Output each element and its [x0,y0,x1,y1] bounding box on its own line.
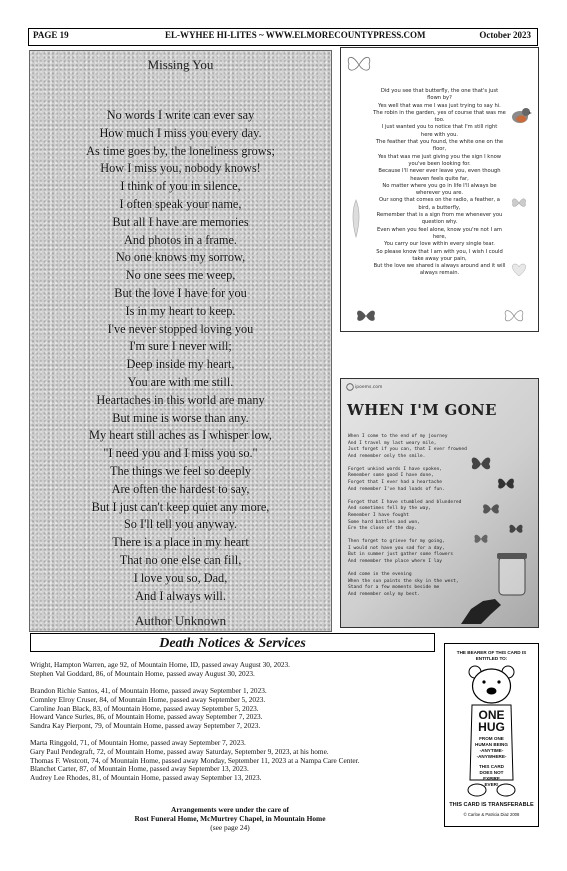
verse-line: Stand for a few moments beside me [348,585,440,591]
butterfly-poem-line: Our song that comes on the radio, a feather, a [378,197,500,204]
hug-card-transferable: THIS CARD IS TRANSFERABLE [449,802,534,808]
butterfly-bottom-right-icon [503,306,525,326]
verse-line: And remember only the smile. [348,453,426,459]
notice-line: Marta Ringgold, 71, of Mountain Home, passed away September 7, 2023. [30,738,246,747]
poem-line: But I just can't keep quiet any more, [91,499,270,514]
hug-ever: EVER! [484,782,499,787]
verse [348,434,468,460]
verse-line: And I travel my last weary mile, [348,440,437,446]
butterfly-poem-line: You carry our love within every single tear. [384,241,495,248]
notice-line: Sandra Kay Pierpont, 79, of Mountain Home, passed away September 7, 2023. [30,721,261,731]
verse-line: Forget that I have stumbled and blundered [348,499,462,505]
notice-group-2 [30,687,440,731]
arrangements-line-2: Rost Funeral Home, McMurtrey Chapel, in Mountain Home [134,814,326,823]
butterfly-poem-line: But the love we shared is always around and it will [373,263,506,270]
poem-line: No one knows my sorrow, [115,250,246,265]
poem-author: Author Unknown [134,613,227,628]
hug-expire: EXPIRE [483,776,500,781]
hug-card-hug: HUG [478,720,505,734]
when-im-gone-panel [340,378,539,628]
butterfly-poem-line: So please know that I am with you, I wish I could [376,248,503,255]
publication-name: EL-WYHEE HI-LITES ~ WWW.ELMORECOUNTYPRESS.COM [165,30,426,40]
poem-line: But the love I have for you [114,285,247,300]
hug-card-copyright: © Carloe & Patricia Diaz 2008 [463,812,520,817]
butterfly-poem-line: always remain. [419,270,460,277]
poem-line: How much I miss you every day. [99,125,262,140]
death-notices-heading-box [30,633,435,652]
butterfly-poem-line: floor, [432,146,447,153]
hug-card-arc-text: THE BEARER OF THIS CARD IS ENTITLED TO: [456,650,527,661]
death-notices-heading: Death Notices & Services [159,636,306,651]
butterfly-icon [344,51,374,79]
notice-line: Brandon Richie Santos, 41, of Mountain Home, passed away September 1, 2023. [30,686,267,695]
verse [348,467,468,493]
butterfly-poem-line: here with you. [420,131,459,138]
poem-line: That no one else can fill, [119,552,242,567]
butterfly-poem-line: No matter where you go in life I'll always be [382,182,497,189]
verse-line: And remember only my best. [348,591,420,597]
poem-line: Are often the hardest to say, [111,481,250,496]
verse-line: And sometimes fell by the way, [348,506,431,512]
verse-line: Some hard battles and won, [348,519,420,525]
butterfly-poem-line: Because I'll never ever leave you, even though [378,168,501,175]
butterfly-poem-line: bird, a butterfly, [418,204,461,211]
poem-line: No one sees me weep, [125,268,236,283]
notice-group-3 [30,739,440,783]
butterfly-poem-line: The robin in the garden, yes of course that was me [373,109,506,116]
butterfly-poem-line: Even when you feel alone, know you're not I am [377,226,502,233]
verse-line: But in summer just gather some flowers [348,552,454,558]
notice-line: Comnley Elroy Cruser, 84, of Mountain Home, passed away September 5, 2023. [30,694,266,704]
verse [348,500,468,533]
poem-line: I often speak your name, [119,196,242,211]
butterfly-poem-line: wherever you are. [415,190,464,197]
butterfly-poem-line: Remember that is a sign from me whenever you [376,212,503,219]
page-header [28,28,538,46]
poem-line: Deep inside my heart, [126,357,235,372]
hug-card [444,643,539,827]
notice-line: Wright, Hampton Warren, age 92, of Mountain Home, ID, passed away August 30, 2023. [30,660,291,669]
butterfly-poem-line: The feather that you found, the white one on the [375,139,504,146]
verse-line: And remember the place where I lay [348,559,443,564]
when-im-gone-title: WHEN I'M GONE [347,401,497,419]
verse-line: When I come to the end of my journey [348,434,448,439]
poem-line: The things we feel so deeply [109,463,252,478]
butterfly-poem-line: flown by? [427,95,452,102]
poem-line: There is a place in my heart [112,535,249,550]
butterfly-poem-line: too. [434,117,445,124]
notice-group-1 [30,661,440,679]
poem-line: So I'll tell you anyway. [123,517,238,532]
hug-this-card: THIS CARD [478,764,504,769]
notice-line: Caroline Joan Black, 83, of Mountain Home, passed away September 5, 2023. [30,703,259,713]
butterfly-poem-line: question why. [421,219,458,226]
poem-body [30,107,331,605]
poem-line: "I need you and I miss you so." [103,446,258,461]
butterflies-jar-illustration [461,439,536,624]
poem-line: As time goes by, the loneliness grows; [86,143,275,158]
verse-line: Forget unkind words I have spoken, [348,466,443,472]
verse-line: And come in the evening [348,572,412,578]
when-im-gone-verses [348,434,468,605]
notice-line: Blanchet Carter, 87, of Mountain Home, passed away September 13, 2023. [30,764,249,774]
poem-line: My heart still aches as I whisper low, [89,428,272,443]
issue-date: October 2023 [479,30,531,40]
site-logo-icon [346,383,354,391]
verse-line: I would not have you sad for a day, [348,545,445,551]
verse [348,572,468,598]
butterfly-poem-panel [340,47,539,332]
verse-line: Just forget if you can, that I ever frowned [348,447,467,453]
notice-line: Thomas F. Westcott, 74, of Mountain Home, passed away Monday, September 11, 2023 at a Nampa Care Center. [30,755,360,765]
butterfly-poem-line: take away your pain, [412,255,467,262]
notice-line: Stephen Val Goddard, 86, of Mountain Home, passed away August 30, 2023. [30,668,255,678]
poem-line: But all I have are memories [112,214,249,229]
poem-line: And I always will. [135,588,226,603]
site-name: ipoems.com [355,385,383,390]
verse [348,539,468,565]
page-number: PAGE 19 [33,30,69,40]
poem-line: I love you so, Dad, [133,570,228,585]
arrangements-line-3: (see page 24) [210,823,250,832]
butterfly-poem-line: Did you see that butterfly, the one that's just [380,88,499,94]
arrangements-line-1: Arrangements were under the care of [170,805,289,814]
butterfly-poem-line: I just wanted you to notice that I'm still right [381,124,498,131]
hug-card-one: ONE [478,708,505,722]
verse-line: Remember I have fought [348,512,409,518]
verse-line: Forget that I ever had a heartache [348,480,443,486]
butterfly-poem-line: heaven feels quite far, [410,175,469,182]
notice-line: Audrey Lee Rhodes, 81, of Mountain Home, passed away September 13, 2023. [30,773,262,783]
notice-line: Gary Paul Pendegraft, 72, of Mountain Home, passed away Saturday, September 9, 2023, at his home. [30,746,329,756]
poem-title: Missing You [147,57,214,72]
poem-line: I think of you in silence, [120,179,241,194]
arrangements-footer [30,805,430,832]
butterfly-bottom-left-icon [355,306,377,326]
poem-line: No words I write can ever say [106,108,255,122]
poem-line: But mine is worse than any. [112,410,249,425]
hug-human-being: HUMAN BEING [475,742,508,747]
poem-line: Is in my heart to keep. [125,303,236,318]
verse-line: Ere the close of the day. [348,526,418,532]
verse-line: When the sun paints the sky in the west, [348,578,459,584]
poem-line: You are with me still. [127,374,234,389]
poem-line: Heartaches in this world are many [96,392,265,407]
butterfly-poem-line: here, [432,233,447,240]
butterfly-poem-line: Yes that was me just giving you the sign I know [377,153,502,160]
missing-you-poem-panel [29,50,332,632]
hug-anytime: -ANYTIME- [479,748,504,753]
poem-line: How I miss you, nobody knows! [100,161,261,176]
poem-line: I'm sure I never will; [129,339,232,354]
hug-anywhere: -ANYWHERE- [476,754,507,759]
verse-line: Remember some good I have done, [348,473,434,479]
notice-line: Howard Vance Surles, 86, of Mountain Home, passed away September 7, 2023. [30,712,263,722]
butterfly-poem-text [361,88,518,278]
butterfly-poem-line: Yes well that was me I was just trying to say hi. [378,102,501,109]
butterfly-poem-line: you've been looking for. [408,160,471,167]
poem-line: And photos in a frame. [123,232,238,247]
poem-line: I've never stopped loving you [107,321,254,336]
verse-line: Then forget to grieve for my going, [348,539,445,545]
hug-from-one: FROM ONE [479,736,504,741]
verse-line: And remember I've had loads of fun. [348,486,445,492]
hug-does-not: DOES NOT [479,770,504,775]
